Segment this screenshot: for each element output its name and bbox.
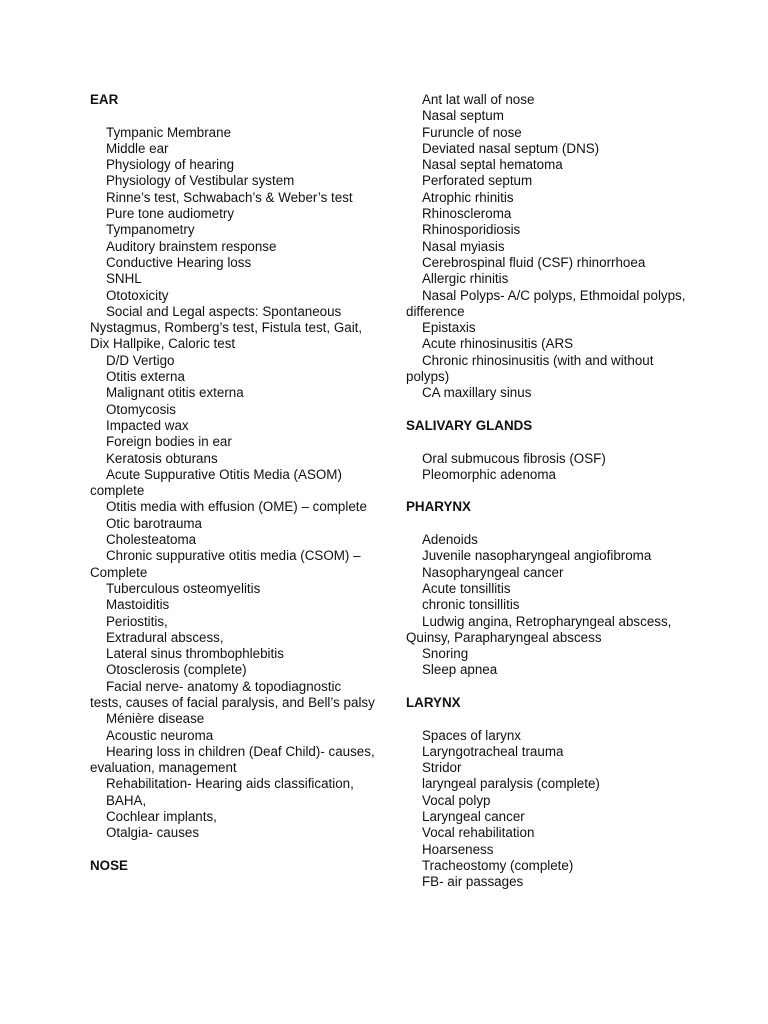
section-heading-pharynx: PHARYNX <box>406 499 471 515</box>
topic-item: Tympanic Membrane <box>106 124 232 140</box>
topic-item: laryngeal paralysis (complete) <box>422 776 600 792</box>
topic-item: Ant lat wall of nose <box>422 92 535 107</box>
topic-item: Chronic suppurative otitis media (CSOM) – Complete <box>90 548 361 580</box>
section-heading-salivary-glands: SALIVARY GLANDS <box>406 417 533 433</box>
topic-item: Oral submucous fibrosis (OSF) <box>422 450 606 466</box>
topic-item: Ménière disease <box>106 711 205 727</box>
topic-item: BAHA, <box>106 792 147 808</box>
topic-item: Extradural abscess, <box>106 629 224 645</box>
topic-item: Ototoxicity <box>106 287 169 303</box>
topic-item: Otalgia- causes <box>106 825 200 841</box>
topic-item: Laryngeal cancer <box>422 809 525 825</box>
topic-item: Rehabilitation- Hearing aids classification, <box>106 776 354 792</box>
topic-item: Epistaxis <box>422 320 476 336</box>
topic-item: Mastoiditis <box>106 597 170 613</box>
topic-item: Middle ear <box>106 140 169 156</box>
topic-item: Auditory brainstem response <box>106 238 277 254</box>
spacer <box>406 434 696 450</box>
topic-item: Physiology of Vestibular system <box>106 173 295 189</box>
topic-item: Periostitis, <box>106 613 168 629</box>
topic-item: Cochlear implants, <box>106 809 217 825</box>
topic-item: Pleomorphic adenoma <box>422 466 556 482</box>
spacer <box>406 483 696 499</box>
topic-item: Stridor <box>422 760 462 776</box>
section-heading-larynx: LARYNX <box>406 694 461 710</box>
section-heading-ear: EAR <box>90 92 119 107</box>
topic-item: Foreign bodies in ear <box>106 434 232 450</box>
topic-item: SNHL <box>106 271 142 287</box>
spacer <box>90 842 375 858</box>
topic-item: Rhinosporidiosis <box>422 222 521 238</box>
topic-item: Otosclerosis (complete) <box>106 662 247 678</box>
topic-item: Tracheostomy (complete) <box>422 857 574 873</box>
topic-item: Impacted wax <box>106 417 189 433</box>
topic-item: Perforated septum <box>422 173 533 189</box>
topic-item: Tuberculous osteomyelitis <box>106 580 261 596</box>
topic-item: Acute rhinosinusitis (ARS <box>422 336 574 352</box>
topic-item: Conductive Hearing loss <box>106 254 252 270</box>
topic-item: Social and Legal aspects: Spontaneous Nystagmus, Romberg’s test, Fistula test, Gait, Dix Hallpike, Caloric test <box>90 303 363 352</box>
topic-item: Lateral sinus thrombophlebitis <box>106 646 284 662</box>
topic-item: Otitis media with effusion (OME) – complete <box>106 499 367 515</box>
topic-item: Otitis externa <box>106 369 185 385</box>
topic-item: Atrophic rhinitis <box>422 189 514 205</box>
topic-item: Sleep apnea <box>422 662 498 678</box>
spacer <box>90 108 375 124</box>
topic-item: Chronic rhinosinusitis (with and without polyps) <box>406 352 654 385</box>
topic-item: Rinne’s test, Schwabach’s & Weber’s test <box>106 189 353 205</box>
topic-item: Cerebrospinal fluid (CSF) rhinorrhoea <box>422 254 646 270</box>
topic-item: Vocal rehabilitation <box>422 825 535 841</box>
topic-item: Facial nerve- anatomy & topodiagnostic tests, causes of facial paralysis, and Bell’s palsy <box>90 678 375 710</box>
topic-item: Nasal septum <box>422 108 504 124</box>
topic-item: Laryngotracheal trauma <box>422 743 564 759</box>
topic-item: Juvenile nasopharyngeal angiofibroma <box>422 548 652 564</box>
topic-item: Vocal polyp <box>422 792 491 808</box>
topic-item: Otomycosis <box>106 401 176 417</box>
spacer <box>406 711 696 727</box>
topic-item: FB- air passages <box>422 874 524 890</box>
topic-item: Keratosis obturans <box>106 450 218 466</box>
topic-item: Physiology of hearing <box>106 157 235 173</box>
topic-item: Allergic rhinitis <box>422 271 509 287</box>
topic-item: Malignant otitis externa <box>106 385 244 401</box>
topic-item: Pure tone audiometry <box>106 206 235 222</box>
topic-item: Nasal septal hematoma <box>422 157 563 173</box>
topic-item: Snoring <box>422 646 469 662</box>
topic-item: Ludwig angina, Retropharyngeal abscess, Quinsy, Parapharyngeal abscess <box>406 613 672 645</box>
topic-item: Rhinoscleroma <box>422 206 512 222</box>
topic-item: Nasal myiasis <box>422 238 505 254</box>
section-heading-nose: NOSE <box>90 857 128 873</box>
topic-item: Deviated nasal septum (DNS) <box>422 140 600 156</box>
topic-item: D/D Vertigo <box>106 352 175 368</box>
right-column <box>406 92 696 891</box>
spacer <box>406 516 696 532</box>
topic-item: Spaces of larynx <box>422 727 521 743</box>
topic-item: Acute tonsillitis <box>422 580 511 596</box>
left-column <box>90 92 375 874</box>
topic-item: Acoustic neuroma <box>106 727 214 743</box>
topic-item: CA maxillary sinus <box>422 385 532 401</box>
topic-item: Adenoids <box>422 532 478 548</box>
topic-item: Cholesteatoma <box>106 532 197 548</box>
topic-item: Nasal Polyps- A/C polyps, Ethmoidal polyps, difference <box>406 287 686 319</box>
spacer <box>406 402 696 418</box>
spacer <box>406 679 696 695</box>
topic-item: Otic barotrauma <box>106 515 203 531</box>
topic-item: Hearing loss in children (Deaf Child)- causes, evaluation, management <box>90 743 375 776</box>
topic-item: Hoarseness <box>422 841 494 857</box>
topic-item: Nasopharyngeal cancer <box>422 564 564 580</box>
topic-item: Furuncle of nose <box>422 124 522 140</box>
topic-item: Tympanometry <box>106 222 195 238</box>
topic-item: chronic tonsillitis <box>422 597 520 613</box>
topic-item: Acute Suppurative Otitis Media (ASOM) complete <box>90 466 342 499</box>
